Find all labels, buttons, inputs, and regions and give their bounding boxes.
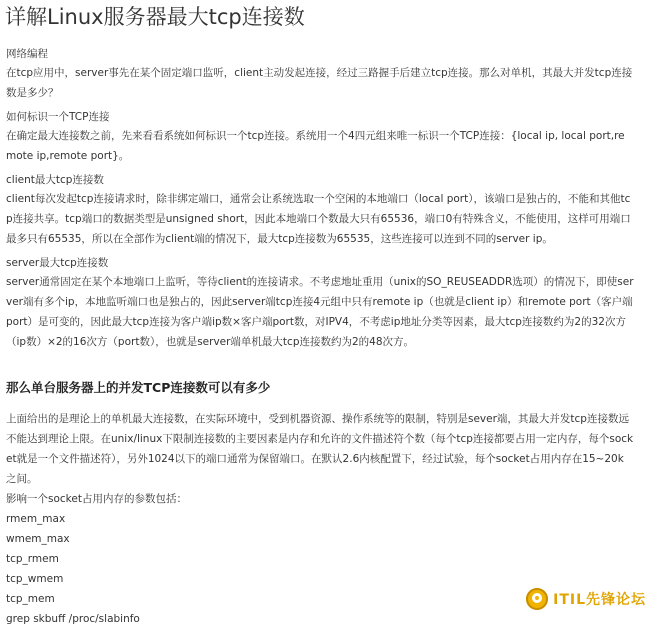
section-heading-network: 网络编程 [6,48,48,60]
watermark-text: ITIL先锋论坛 [553,592,646,608]
section-heading-server: server最大tcp连接数 [6,257,109,269]
paragraph-identify: 在确定最大连接数之前，先来看看系统如何标识一个tcp连接。系统用一个4四元组来唯一标识一个TCP连接：{local ip, local port,remote ip,remote port}。 [6,130,625,162]
article-title: 详解Linux服务器最大tcp连接数 [5,5,305,29]
watermark [522,586,650,612]
section-heading-client: client最大tcp连接数 [6,174,104,186]
paragraph-practical: 上面给出的是理论上的单机最大连接数，在实际环境中，受到机器资源、操作系统等的限制，特别是sever端，其最大并发tcp连接数远不能达到理论上限。在unix/linux下限制连接数的主要因素是内存和允许的文件描述符个数（每个tcp连接都要占用一定内存，每个socket就是一个文件描述符），另外1024以下的端口通常为保留端口。在默认2.6内核配置下，经过试验，每个socket占用内存在15~20k之间。 [6,413,634,485]
itil-logo-icon [526,588,548,610]
paragraph-client: client每次发起tcp连接请求时，除非绑定端口，通常会让系统选取一个空闲的本地端口（local port），该端口是独占的，不能和其他tcp连接共享。tcp端口的数据类型是unsigned short，因此本地端口个数最大只有65536，端口0有特殊含义，不能使用，这样可用端口最多只有65535，所以在全部作为client端的情况下，最大tcp连接数为65535，这些连接可以连到不同的server ip。 [6,193,631,245]
section-heading-identify: 如何标识一个TCP连接 [6,111,110,123]
list-item: tcp_rmem [6,553,59,565]
article-body [6,46,634,629]
list-item: grep skbuff /proc/slabinfo [6,613,140,625]
list-item: wmem_max [6,533,70,545]
list-item: tcp_mem [6,593,55,605]
params-intro: 影响一个socket占用内存的参数包括： [6,493,187,505]
section-heading-practical: 那么单台服务器上的并发TCP连接数可以有多少 [6,380,271,395]
paragraph-intro: 在tcp应用中，server事先在某个固定端口监听，client主动发起连接，经过三路握手后建立tcp连接。那么对单机，其最大并发tcp连接数是多少？ [6,67,633,99]
list-item: tcp_wmem [6,573,64,585]
list-item: rmem_max [6,513,66,525]
paragraph-server: server通常固定在某个本地端口上监听，等待client的连接请求。不考虑地址重用（unix的SO_REUSEADDR选项）的情况下，即使server端有多个ip，本地监听端口也是独占的，因此server端tcp连接4元组中只有remote ip（也就是client ip）和remote port（客户端port）是可变的，因此最大tcp连接为客户端ip数×客户端port数，对IPV4，不考虑ip地址分类等因素，最大tcp连接数约为2的32次方（ip数）×2的16次方（port数），也就是server端单机最大tcp连接数约为2的48次方。 [6,276,634,348]
